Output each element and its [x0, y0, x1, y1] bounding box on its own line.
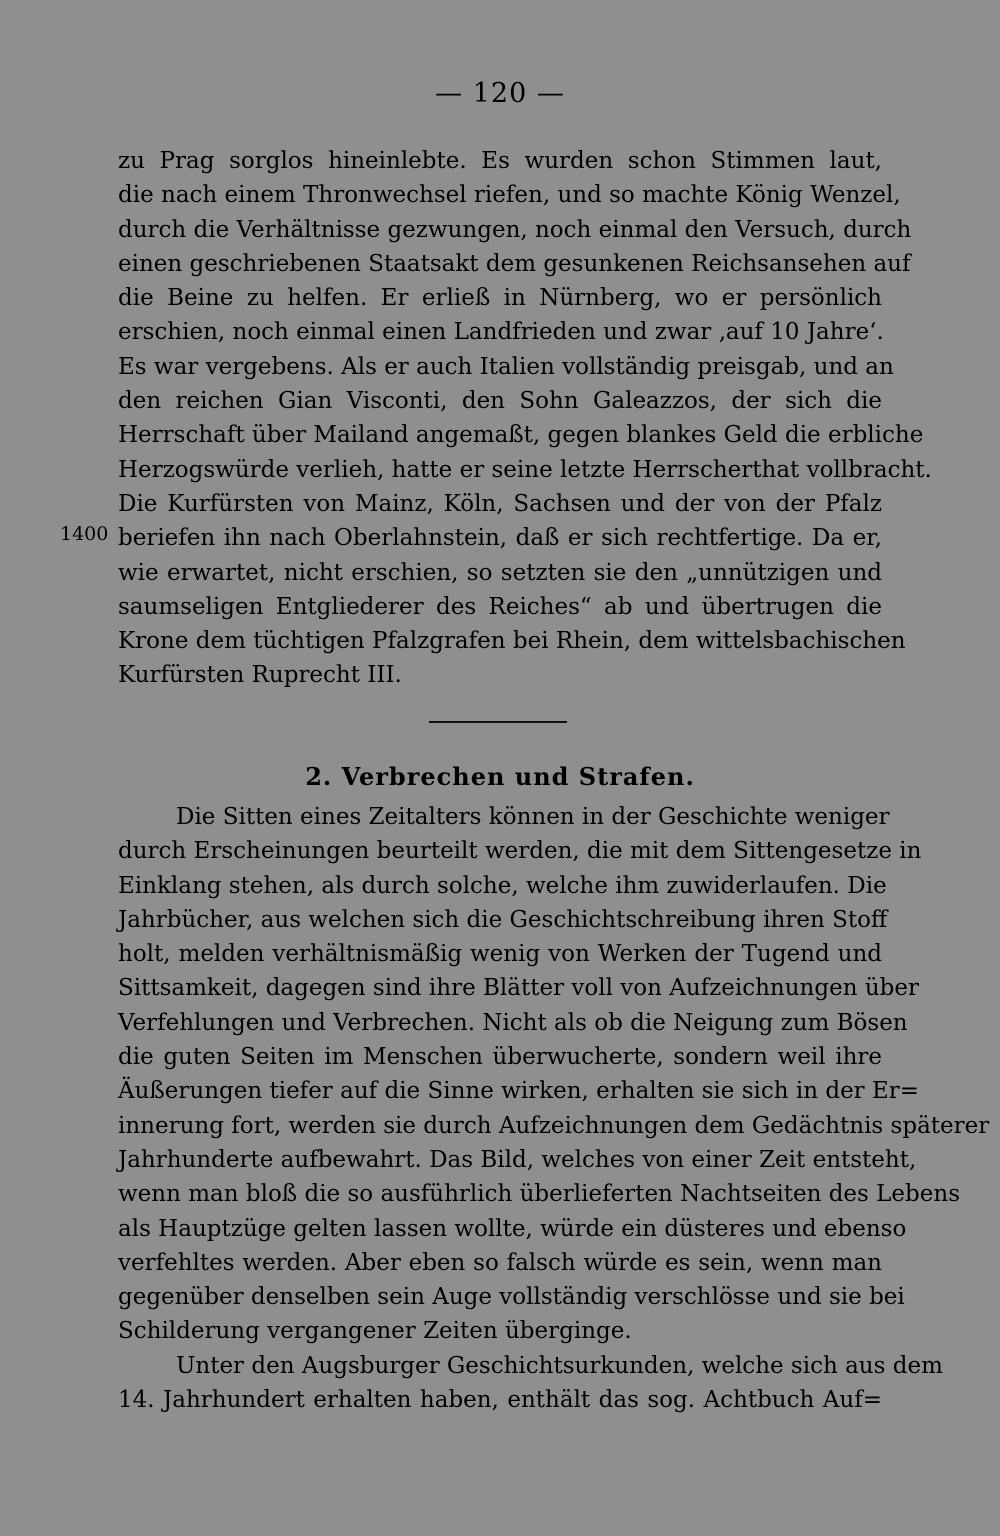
text-line: Einklang stehen, als durch solche, welche ihm zuwiderlaufen. Die	[118, 872, 887, 899]
text-line: die Beine zu helfen. Er erließ in Nürnberg, wo er persönlich	[118, 285, 882, 312]
text-line: Die Sitten eines Zeitalters können in der Geschichte weniger	[176, 804, 890, 830]
text-line: durch Erscheinungen beurteilt werden, die mit dem Sittengesetze in	[118, 838, 922, 865]
text-line: einen geschriebenen Staatsakt dem gesunkenen Reichsansehen auf	[118, 250, 911, 277]
paragraph-1	[118, 144, 932, 693]
text-line: Verfehlungen und Verbrechen. Nicht als ob die Neigung zum Bösen	[118, 1009, 908, 1036]
page-number: — 120 —	[435, 78, 565, 109]
text-line: wie erwartet, nicht erschien, so setzten sie den „unnützigen und	[118, 559, 882, 586]
text-line: den reichen Gian Visconti, den Sohn Galeazzos, der sich die	[118, 388, 882, 415]
text-line: die guten Seiten im Menschen überwucherte, sondern weil ihre	[118, 1044, 882, 1071]
text-line: Jahrhunderte aufbewahrt. Das Bild, welches von einer Zeit entsteht,	[118, 1146, 917, 1173]
section-title: 2. Verbrechen und Strafen.	[305, 762, 695, 791]
text-line: Schilderung vergangener Zeiten überginge.	[118, 1318, 632, 1345]
text-line: erschien, noch einmal einen Landfrieden und zwar ‚auf 10 Jahre‘.	[118, 319, 884, 346]
text-line: Die Kurfürsten von Mainz, Köln, Sachsen und der von der Pfalz	[118, 490, 882, 517]
text-line: 14. Jahrhundert erhalten haben, enthält das sog. Achtbuch Auf=	[118, 1387, 882, 1414]
text-line: Herrschaft über Mailand angemaßt, gegen blankes Geld die erbliche	[118, 422, 924, 449]
text-line: Krone dem tüchtigen Pfalzgrafen bei Rhein, dem wittelsbachischen	[118, 628, 906, 655]
text-line: saumseligen Entgliederer des Reiches“ ab und übertrugen die	[118, 593, 882, 620]
text-line: Es war vergebens. Als er auch Italien vollständig preisgab, und an	[118, 353, 894, 380]
text-line: gegenüber denselben sein Auge vollständig verschlösse und sie bei	[118, 1284, 905, 1311]
section-divider	[429, 721, 567, 723]
text-line: Unter den Augsburger Geschichtsurkunden, welche sich aus dem	[176, 1352, 943, 1379]
text-line: verfehltes werden. Aber eben so falsch würde es sein, wenn man	[118, 1249, 882, 1276]
text-line: zu Prag sorglos hineinlebte. Es wurden schon Stimmen laut,	[118, 148, 882, 174]
text-line: durch die Verhältnisse gezwungen, noch einmal den Versuch, durch	[118, 216, 912, 243]
text-line: Herzogswürde verlieh, hatte er seine letzte Herrscherthat vollbracht.	[118, 456, 932, 483]
text-line: beriefen ihn nach Oberlahnstein, daß er sich rechtfertige. Da er,	[118, 525, 882, 552]
text-line: Äußerungen tiefer auf die Sinne wirken, erhalten sie sich in der Er=	[118, 1078, 920, 1105]
text-line: Sittsamkeit, dagegen sind ihre Blätter voll von Aufzeichnungen über	[118, 975, 919, 1002]
text-line: holt, melden verhältnismäßig wenig von Werken der Tugend und	[118, 941, 882, 968]
margin-year-note: 1400	[60, 523, 109, 545]
paragraph-2	[118, 800, 990, 1417]
text-line: Jahrbücher, aus welchen sich die Geschichtschreibung ihren Stoff	[118, 906, 888, 933]
text-line: wenn man bloß die so ausführlich überlieferten Nachtseiten des Lebens	[118, 1181, 960, 1208]
text-line: die nach einem Thronwechsel riefen, und so machte König Wenzel,	[118, 182, 901, 209]
text-line: innerung fort, werden sie durch Aufzeichnungen dem Gedächtnis späterer	[118, 1112, 990, 1139]
text-line: als Hauptzüge gelten lassen wollte, würde ein düsteres und ebenso	[118, 1215, 907, 1242]
text-line: Kurfürsten Ruprecht III.	[118, 662, 402, 689]
